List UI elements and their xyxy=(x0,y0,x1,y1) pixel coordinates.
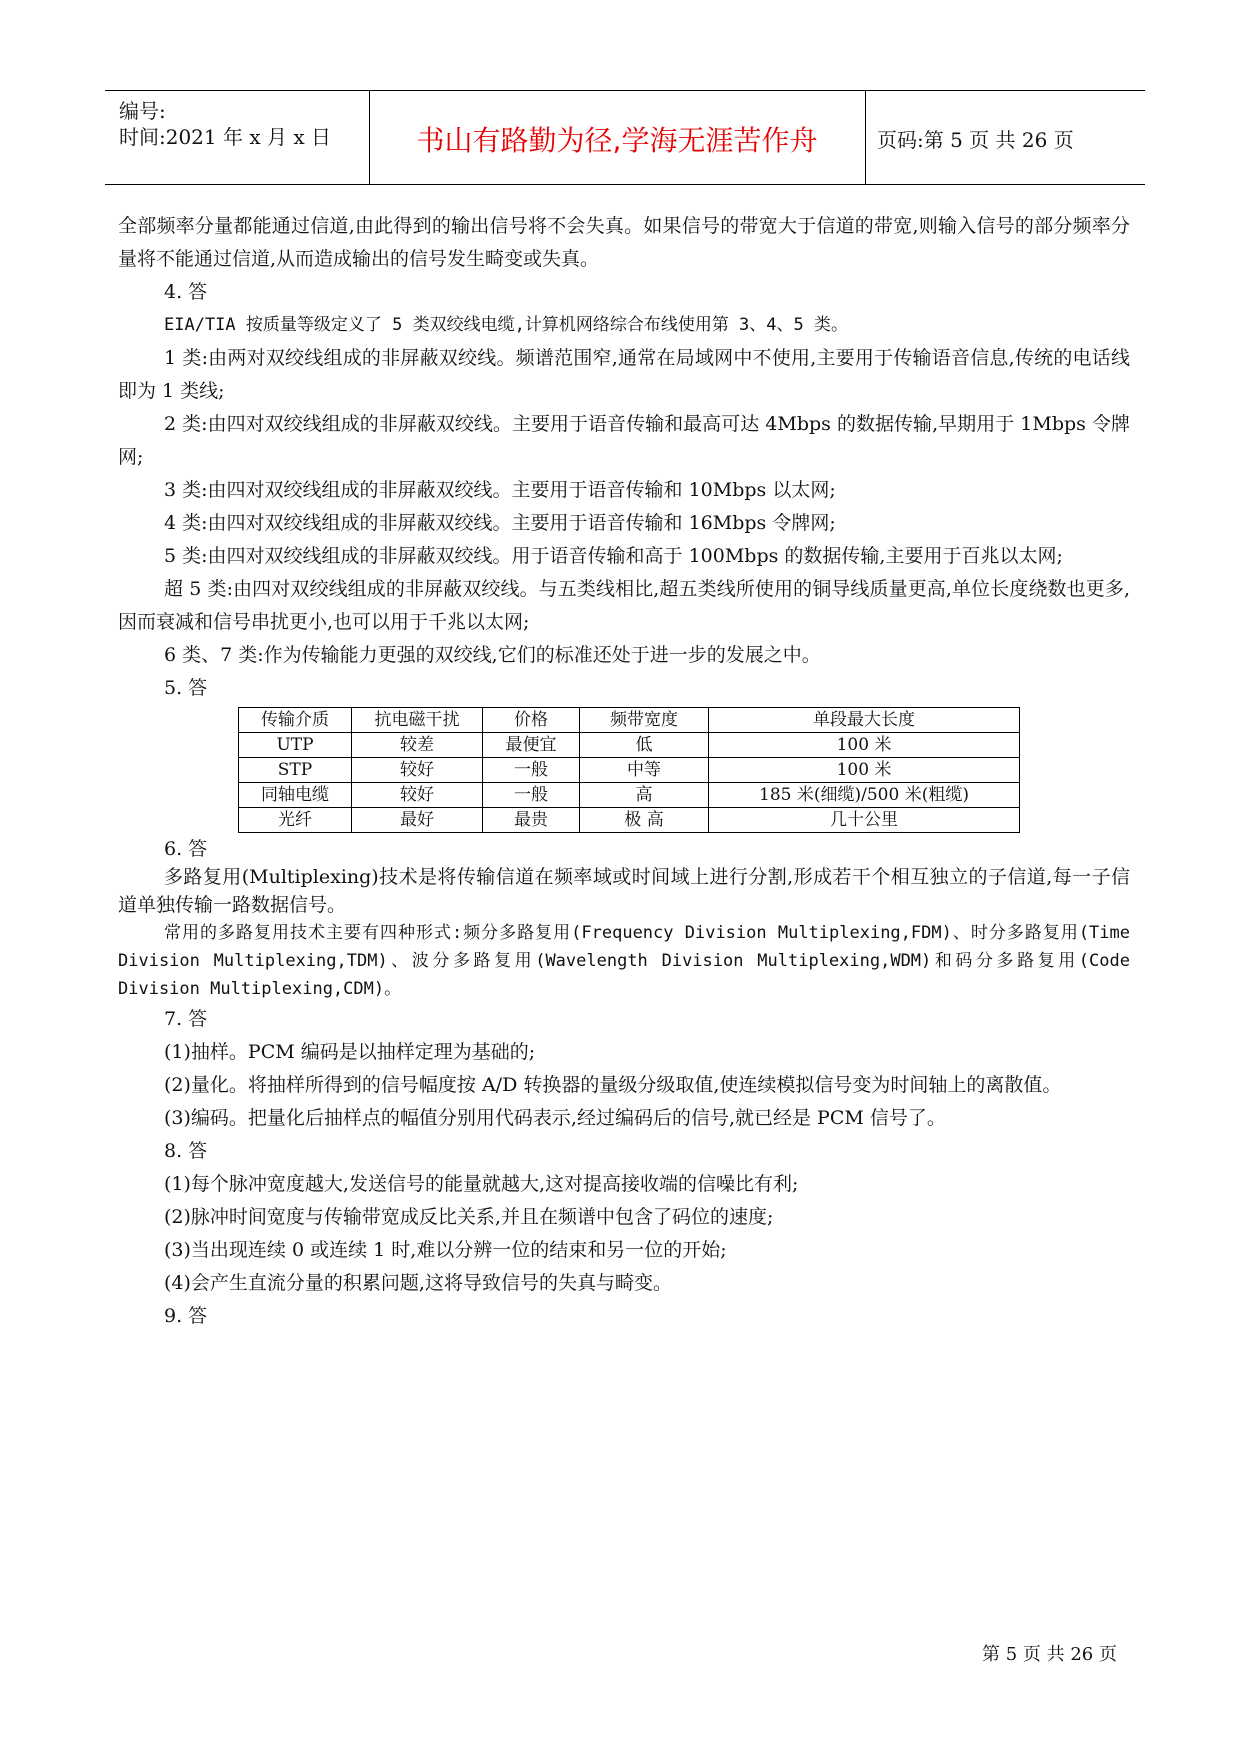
table-header-cell: 价格 xyxy=(483,708,580,733)
table-cell: 中等 xyxy=(580,758,709,783)
question-heading: 6. 答 xyxy=(164,838,208,860)
table-header-cell: 频带宽度 xyxy=(580,708,709,733)
paragraph: (3)当出现连续 0 或连续 1 时,难以分辨一位的结束和另一位的开始; xyxy=(164,1239,727,1261)
paragraph: 5 类:由四对双绞线组成的非屏蔽双绞线。用于语音传输和高于 100Mbps 的数据传输,主要用于百兆以太网; xyxy=(164,545,1063,567)
document-number-label: 编号: xyxy=(119,99,166,123)
document-body xyxy=(118,210,1130,1333)
table-cell: 低 xyxy=(580,733,709,758)
paragraph: EIA/TIA 按质量等级定义了 5 类双绞线电缆,计算机网络综合布线使用第 3、4、5 类。 xyxy=(164,315,848,335)
paragraph: 多路复用(Multiplexing)技术是将传输信道在频率域或时间域上进行分割,形成若干个相互独立的子信道,每一子信道单独传输一路数据信号。 xyxy=(118,866,1130,916)
paragraph: 6 类、7 类:作为传输能力更强的双绞线,它们的标准还处于进一步的发展之中。 xyxy=(164,644,821,666)
table-row xyxy=(239,758,1020,783)
table-cell: 较差 xyxy=(352,733,483,758)
table-cell: 100 米 xyxy=(709,733,1020,758)
table-cell: 高 xyxy=(580,783,709,808)
paragraph: 全部频率分量都能通过信道,由此得到的输出信号将不会失真。如果信号的带宽大于信道的带宽,则输入信号的部分频率分量将不能通过信道,从而造成输出的信号发生畸变或失真。 xyxy=(118,215,1130,270)
paragraph: 常用的多路复用技术主要有四种形式:频分多路复用(Frequency Division Multiplexing,FDM)、时分多路复用(Time Division Multiplexing,TDM)、波分多路复用(Wavelength Division Multiplexing,WDM)和码分多路复用(Code Division Multiplexing,CDM)。 xyxy=(118,923,1130,999)
question-heading: 9. 答 xyxy=(164,1305,208,1327)
page-footer: 第 5 页 共 26 页 xyxy=(982,1644,1117,1665)
table-cell: UTP xyxy=(239,733,352,758)
paragraph: (2)量化。将抽样所得到的信号幅度按 A/D 转换器的量级分级取值,使连续模拟信号变为时间轴上的离散值。 xyxy=(164,1074,1062,1096)
header-motto: 书山有路勤为径,学海无涯苦作舟 xyxy=(416,124,818,157)
table-cell: STP xyxy=(239,758,352,783)
table-cell: 同轴电缆 xyxy=(239,783,352,808)
table-cell: 较好 xyxy=(352,783,483,808)
page-header xyxy=(105,90,1145,185)
header-page-number: 页码:第 5 页 共 26 页 xyxy=(877,128,1074,152)
table-row xyxy=(239,808,1020,833)
table-cell: 最好 xyxy=(352,808,483,833)
paragraph: 4 类:由四对双绞线组成的非屏蔽双绞线。主要用于语音传输和 16Mbps 令牌网; xyxy=(164,512,836,534)
table-row xyxy=(239,783,1020,808)
paragraph: 1 类:由两对双绞线组成的非屏蔽双绞线。频谱范围窄,通常在局域网中不使用,主要用于传输语音信息,传统的电话线即为 1 类线; xyxy=(118,347,1130,402)
table-cell: 最贵 xyxy=(483,808,580,833)
table-cell: 一般 xyxy=(483,758,580,783)
question-heading: 7. 答 xyxy=(164,1008,208,1030)
table-cell: 几十公里 xyxy=(709,808,1020,833)
table-cell: 较好 xyxy=(352,758,483,783)
table-cell: 185 米(细缆)/500 米(粗缆) xyxy=(709,783,1020,808)
table-header-row xyxy=(239,708,1020,733)
paragraph: (3)编码。把量化后抽样点的幅值分别用代码表示,经过编码后的信号,就已经是 PCM 信号了。 xyxy=(164,1107,946,1129)
table-cell: 一般 xyxy=(483,783,580,808)
table-row xyxy=(239,733,1020,758)
table-cell: 100 米 xyxy=(709,758,1020,783)
header-page-cell xyxy=(865,91,1145,184)
table-cell: 最便宜 xyxy=(483,733,580,758)
header-left-cell xyxy=(105,91,370,184)
question-heading: 5. 答 xyxy=(164,677,208,699)
question-heading: 4. 答 xyxy=(164,281,208,303)
question-heading: 8. 答 xyxy=(164,1140,208,1162)
media-comparison-table xyxy=(238,707,1020,833)
paragraph: (4)会产生直流分量的积累问题,这将导致信号的失真与畸变。 xyxy=(164,1272,672,1294)
table-cell: 光纤 xyxy=(239,808,352,833)
paragraph: 超 5 类:由四对双绞线组成的非屏蔽双绞线。与五类线相比,超五类线所使用的铜导线质量更高,单位长度绕数也更多,因而衰减和信号串扰更小,也可以用于千兆以太网; xyxy=(118,578,1130,633)
paragraph: (1)每个脉冲宽度越大,发送信号的能量就越大,这对提高接收端的信噪比有利; xyxy=(164,1173,799,1195)
table-header-cell: 抗电磁干扰 xyxy=(352,708,483,733)
paragraph: 2 类:由四对双绞线组成的非屏蔽双绞线。主要用于语音传输和最高可达 4Mbps 的数据传输,早期用于 1Mbps 令牌网; xyxy=(118,413,1130,468)
paragraph: (2)脉冲时间宽度与传输带宽成反比关系,并且在频谱中包含了码位的速度; xyxy=(164,1206,774,1228)
paragraph: 3 类:由四对双绞线组成的非屏蔽双绞线。主要用于语音传输和 10Mbps 以太网; xyxy=(164,479,836,501)
table-header-cell: 传输介质 xyxy=(239,708,352,733)
paragraph: (1)抽样。PCM 编码是以抽样定理为基础的; xyxy=(164,1041,536,1063)
table-cell: 极 高 xyxy=(580,808,709,833)
header-motto-cell xyxy=(369,91,866,184)
document-time-label: 时间:2021 年 x 月 x 日 xyxy=(119,125,331,149)
table-header-cell: 单段最大长度 xyxy=(709,708,1020,733)
